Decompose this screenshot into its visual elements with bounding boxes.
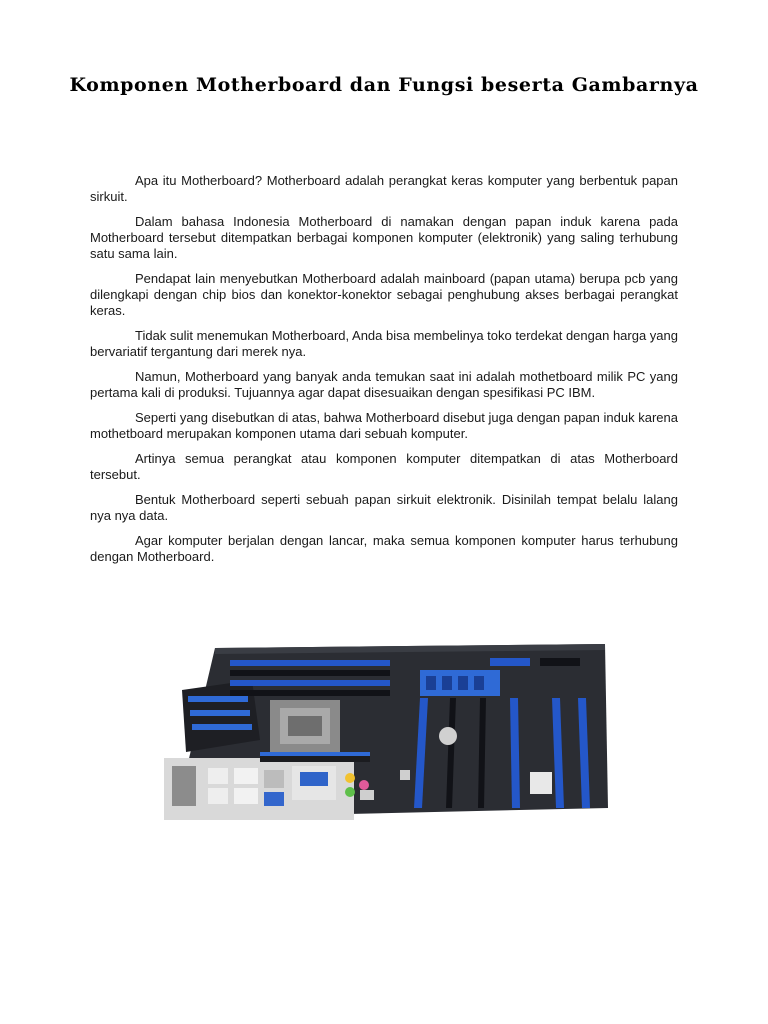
- paragraph: Bentuk Motherboard seperti sebuah papan sirkuit elektronik. Disinilah tempat belalu lalang nya nya data.: [90, 492, 678, 523]
- document-title: Komponen Motherboard dan Fungsi beserta Gambarnya: [69, 74, 699, 96]
- paragraph: Agar komputer berjalan dengan lancar, maka semua komponen komputer harus terhubung dengan Motherboard.: [90, 533, 678, 564]
- document-body: [90, 173, 678, 574]
- paragraph: Tidak sulit menemukan Motherboard, Anda bisa membelinya toko terdekat dengan harga yang bervariatif tergantung dari merek nya.: [90, 328, 678, 359]
- paragraph: Dalam bahasa Indonesia Motherboard di namakan dengan papan induk karena pada Motherboard tersebut ditempatkan berbagai komponen komputer (elektronik) yang saling terhubung satu sama lain.: [90, 214, 678, 261]
- motherboard-image: [160, 640, 610, 825]
- cmos-battery: [439, 727, 457, 745]
- paragraph: Namun, Motherboard yang banyak anda temukan saat ini adalah mothetboard milik PC yang pertama kali di produksi. Tujuannya agar dapat disesuaikan dengan spesifikasi PC IBM.: [90, 369, 678, 400]
- motherboard-illustration: [160, 640, 610, 825]
- ram-slot: [230, 660, 390, 666]
- paragraph: Artinya semua perangkat atau komponen komputer ditempatkan di atas Motherboard tersebut.: [90, 451, 678, 482]
- paragraph: Pendapat lain menyebutkan Motherboard adalah mainboard (papan utama) berupa pcb yang dilengkapi dengan chip bios dan konektor-konektor sebagai penghubung akses berbagai perangkat keras.: [90, 271, 678, 318]
- paragraph: Apa itu Motherboard? Motherboard adalah perangkat keras komputer yang berbentuk papan sirkuit.: [90, 173, 678, 204]
- paragraph: Seperti yang disebutkan di atas, bahwa Motherboard disebut juga dengan papan induk karena mothetboard merupakan komponen utama dari sebuah komputer.: [90, 410, 678, 441]
